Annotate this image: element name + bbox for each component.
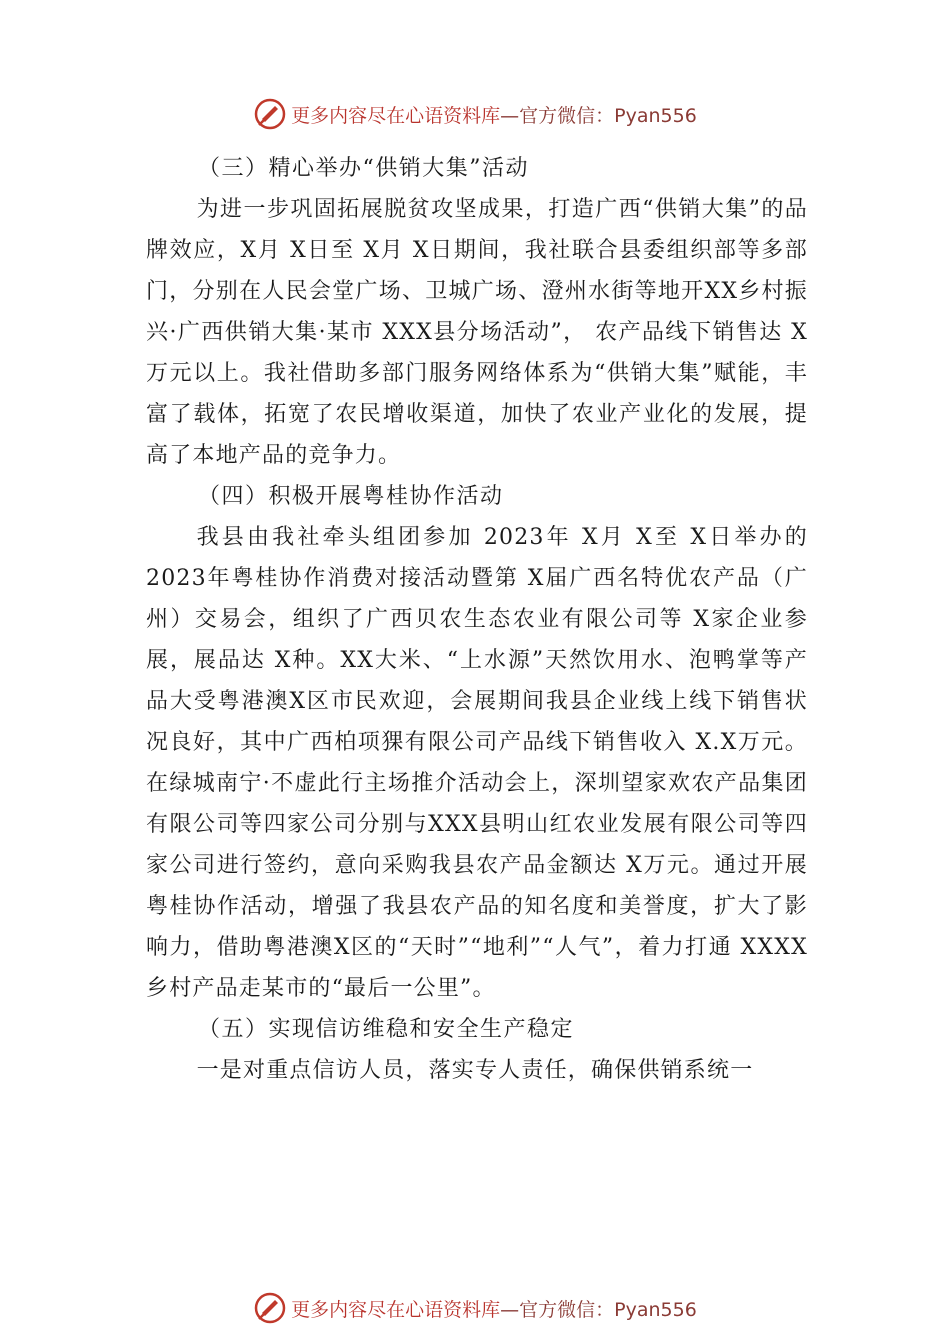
- banner-red-text: 更多内容尽在心语资料库: [291, 1298, 501, 1321]
- header-watermark-banner: [0, 94, 950, 134]
- paragraph-3: 为进一步巩固拓展脱贫攻坚成果，打造广西“供销大集”的品牌效应，X月 X日至 X月 X日期间，我社联合县委组织部等多部门，分别在人民会堂广场、卫城广场、澄州水街等地开XX乡村振兴·广西供销大集·某市 XXX县分场活动”， 农产品线下销售达 X万元以上。我社借助多部门服务网络体系为“供销大集”赋能，丰富了载体，拓宽了农民增收渠道，加快了农业产业化的发展，提高了本地产品的竞争力。: [146, 197, 808, 468]
- footer-watermark-banner: [0, 1288, 950, 1328]
- banner-contact-text: —官方微信：Pyan556: [500, 1298, 697, 1321]
- logo-icon: [253, 1291, 287, 1325]
- paragraph-5: 一是对重点信访人员，落实专人责任，确保供销系统一: [196, 1058, 754, 1083]
- section-heading-5: （五）实现信访维稳和安全生产稳定: [198, 1017, 575, 1042]
- banner-contact-text: —官方微信：Pyan556: [500, 104, 697, 127]
- banner-red-text: 更多内容尽在心语资料库: [291, 104, 501, 127]
- logo-icon: [253, 97, 287, 131]
- section-heading-4: （四）积极开展粤桂协作活动: [198, 484, 504, 509]
- document-body: [146, 148, 808, 1091]
- section-heading-3: （三）精心举办“供销大集”活动: [198, 156, 529, 181]
- paragraph-4: 我县由我社牵头组团参加 2023年 X月 X至 X日举办的 2023年粤桂协作消费对接活动暨第 X届广西名特优农产品（广州）交易会，组织了广西贝农生态农业有限公司等 X家企业参展，展品达 X种。XX大米、“上水源”天然饮用水、泡鸭掌等产品大受粤港澳X区市民欢迎，会展期间我县企业线上线下销售状况良好，其中广西柏项猓有限公司产品线下销售收入 X.X万元。在绿城南宁·不虚此行主场推介活动会上，深圳望家欢农产品集团有限公司等四家公司分别与XXX县明山红农业发展有限公司等四家公司进行签约，意向采购我县农产品金额达 X万元。通过开展粤桂协作活动，增强了我县农产品的知名度和美誉度，扩大了影响力，借助粤港澳X区的“天时”“地利”“人气”，着力打通 XXXX乡村产品走某市的“最后一公里”。: [146, 525, 808, 1001]
